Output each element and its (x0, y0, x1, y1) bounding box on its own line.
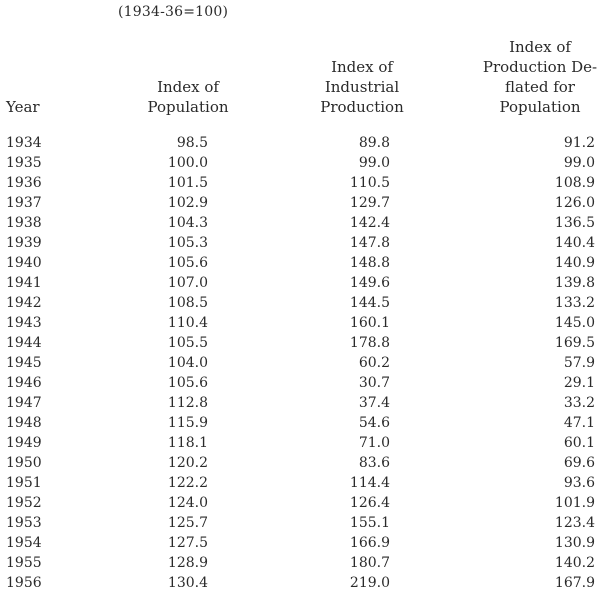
table-row (0, 393, 605, 413)
year-cell: 1951 (6, 475, 42, 491)
industrial-production-cell: 30.7 (358, 375, 390, 391)
deflated-production-cell: 133.2 (554, 295, 595, 311)
deflated-production-cell: 130.9 (554, 535, 595, 551)
table-row (0, 253, 605, 273)
deflated-production-cell: 140.9 (554, 255, 595, 271)
header-line: Industrial (324, 78, 400, 96)
deflated-production-cell: 145.0 (554, 315, 595, 331)
industrial-production-cell: 99.0 (358, 155, 390, 171)
header-line: Index of (331, 58, 393, 76)
table-row (0, 373, 605, 393)
deflated-production-cell: 140.4 (554, 235, 595, 251)
table-row (0, 213, 605, 233)
year-cell: 1941 (6, 275, 42, 291)
table-row (0, 453, 605, 473)
year-cell: 1956 (6, 575, 42, 591)
industrial-production-cell: 71.0 (358, 435, 390, 451)
population-index-cell: 110.4 (167, 315, 208, 331)
table-row (0, 133, 605, 153)
deflated-production-cell: 167.9 (554, 575, 595, 591)
table-row (0, 413, 605, 433)
table-row (0, 153, 605, 173)
industrial-production-cell: 147.8 (349, 235, 390, 251)
industrial-production-cell: 60.2 (358, 355, 390, 371)
industrial-production-cell: 160.1 (349, 315, 390, 331)
deflated-production-cell: 169.5 (554, 335, 595, 351)
industrial-production-cell: 219.0 (349, 575, 390, 591)
deflated-production-cell: 99.0 (563, 155, 595, 171)
deflated-production-cell: 101.9 (554, 495, 595, 511)
year-cell: 1940 (6, 255, 42, 271)
year-cell: 1945 (6, 355, 42, 371)
population-index-cell: 124.0 (167, 495, 208, 511)
header-line: Population (147, 98, 229, 116)
industrial-production-cell: 54.6 (358, 415, 390, 431)
year-cell: 1953 (6, 515, 42, 531)
industrial-production-cell: 148.8 (349, 255, 390, 271)
header-line: Index of (509, 38, 571, 56)
table-row (0, 333, 605, 353)
table-row (0, 313, 605, 333)
header-line: Index of (157, 78, 219, 96)
population-index-cell: 104.3 (167, 215, 208, 231)
deflated-production-cell: 123.4 (554, 515, 595, 531)
year-cell: 1934 (6, 135, 42, 151)
header-deflated-production (470, 37, 605, 117)
year-cell: 1950 (6, 455, 42, 471)
deflated-production-cell: 60.1 (563, 435, 595, 451)
deflated-production-cell: 29.1 (563, 375, 595, 391)
population-index-cell: 128.9 (167, 555, 208, 571)
year-cell: 1938 (6, 215, 42, 231)
population-index-cell: 102.9 (167, 195, 208, 211)
table-row (0, 533, 605, 553)
industrial-production-cell: 178.8 (349, 335, 390, 351)
industrial-production-cell: 114.4 (349, 475, 390, 491)
year-cell: 1946 (6, 375, 42, 391)
industrial-production-cell: 166.9 (349, 535, 390, 551)
table-row (0, 493, 605, 513)
population-index-cell: 105.6 (167, 375, 208, 391)
year-cell: 1944 (6, 335, 42, 351)
deflated-production-cell: 140.2 (554, 555, 595, 571)
population-index-cell: 120.2 (167, 455, 208, 471)
deflated-production-cell: 69.6 (563, 455, 595, 471)
industrial-production-cell: 144.5 (349, 295, 390, 311)
industrial-production-cell: 180.7 (349, 555, 390, 571)
population-index-cell: 101.5 (167, 175, 208, 191)
population-index-cell: 98.5 (176, 135, 208, 151)
year-cell: 1947 (6, 395, 42, 411)
population-index-cell: 130.4 (167, 575, 208, 591)
table-row (0, 433, 605, 453)
header-line: flated for (505, 78, 575, 96)
industrial-production-cell: 83.6 (358, 455, 390, 471)
table-body (0, 133, 605, 593)
population-index-cell: 105.6 (167, 255, 208, 271)
industrial-production-cell: 110.5 (349, 175, 390, 191)
deflated-production-cell: 91.2 (563, 135, 595, 151)
industrial-production-cell: 37.4 (358, 395, 390, 411)
deflated-production-cell: 139.8 (554, 275, 595, 291)
header-line: Production (320, 98, 404, 116)
deflated-production-cell: 57.9 (563, 355, 595, 371)
deflated-production-cell: 33.2 (563, 395, 595, 411)
population-index-cell: 107.0 (167, 275, 208, 291)
population-index-cell: 118.1 (167, 435, 208, 451)
deflated-production-cell: 136.5 (554, 215, 595, 231)
header-industrial-production (312, 57, 412, 117)
table-row (0, 553, 605, 573)
year-cell: 1939 (6, 235, 42, 251)
header-year-line: Year (6, 98, 40, 116)
industrial-production-cell: 149.6 (349, 275, 390, 291)
population-index-cell: 104.0 (167, 355, 208, 371)
table-row (0, 233, 605, 253)
table-row (0, 353, 605, 373)
population-index-cell: 105.3 (167, 235, 208, 251)
deflated-production-cell: 47.1 (563, 415, 595, 431)
year-cell: 1948 (6, 415, 42, 431)
year-cell: 1943 (6, 315, 42, 331)
industrial-production-cell: 142.4 (349, 215, 390, 231)
year-cell: 1949 (6, 435, 42, 451)
year-cell: 1952 (6, 495, 42, 511)
industrial-production-cell: 129.7 (349, 195, 390, 211)
table-row (0, 573, 605, 593)
table-row (0, 473, 605, 493)
population-index-cell: 127.5 (167, 535, 208, 551)
year-cell: 1935 (6, 155, 42, 171)
population-index-cell: 115.9 (167, 415, 208, 431)
base-period-note: (1934-36=100) (118, 4, 229, 20)
header-line: Production De- (482, 58, 598, 76)
year-cell: 1954 (6, 535, 42, 551)
industrial-production-cell: 155.1 (349, 515, 390, 531)
year-cell: 1942 (6, 295, 42, 311)
header-population (138, 77, 238, 117)
header-line: Population (499, 98, 581, 116)
population-index-cell: 108.5 (167, 295, 208, 311)
population-index-cell: 112.8 (167, 395, 208, 411)
year-cell: 1937 (6, 195, 42, 211)
header-year (6, 97, 40, 117)
industrial-production-cell: 89.8 (358, 135, 390, 151)
table-row (0, 513, 605, 533)
industrial-production-cell: 126.4 (349, 495, 390, 511)
population-index-cell: 122.2 (167, 475, 208, 491)
population-index-cell: 125.7 (167, 515, 208, 531)
population-index-cell: 100.0 (167, 155, 208, 171)
year-cell: 1936 (6, 175, 42, 191)
deflated-production-cell: 126.0 (554, 195, 595, 211)
population-index-cell: 105.5 (167, 335, 208, 351)
deflated-production-cell: 108.9 (554, 175, 595, 191)
table-row (0, 193, 605, 213)
table-row (0, 173, 605, 193)
year-cell: 1955 (6, 555, 42, 571)
table-row (0, 273, 605, 293)
deflated-production-cell: 93.6 (563, 475, 595, 491)
table-row (0, 293, 605, 313)
